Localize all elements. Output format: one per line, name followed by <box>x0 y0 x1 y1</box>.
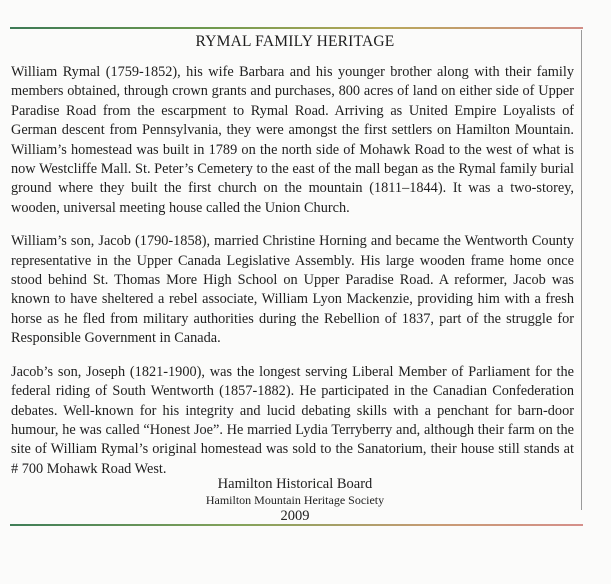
plaque-footer <box>0 476 590 525</box>
historical-board-name: Hamilton Historical Board <box>217 476 373 492</box>
paragraph-william: William Rymal (1759-1852), his wife Barbara and his younger brother along with their family members obtained, through crown grants and purchases, 800 acres of land on either side of Upper Paradise Road from the escarpment to Rymal Road. Arriving as United Empire Loyalists of German descent from Pennsylvania, they were amongst the first settlers on Hamilton Mountain. William’s homestead was built in 1789 on the north side of Mohawk Road to the west of what is now Westcliffe Mall. St. Peter’s Cemetery to the east of the mall began as the Rymal family burial ground where they built the first church on the mountain (1811–1844). It was a two-storey, wooden, universal meeting house called the Union Church. <box>11 64 574 216</box>
right-border-line <box>581 30 582 510</box>
top-divider <box>10 27 583 29</box>
paragraph-joseph: Jacob’s son, Joseph (1821-1900), was the longest serving Liberal Member of Parliament for the federal riding of South Wentworth (1857-1882). He participated in the Canadian Confederation debates. Well-known for his integrity and lucid debating skills with a penchant for barn-door humour, he was called “Honest Joe”. He married Lydia Terryberry and, although their farm on the site of William Rymal’s original homestead was sold to the Sanatorium, their house still stands at # 700 Mohawk Road West. <box>11 363 574 477</box>
plaque-title: RYMAL FAMILY HERITAGE <box>195 33 395 50</box>
plaque-body <box>11 63 574 493</box>
heritage-society-name: Hamilton Mountain Heritage Society <box>205 493 385 507</box>
plaque-year: 2009 <box>280 508 310 524</box>
bottom-divider <box>10 524 583 526</box>
paragraph-jacob: William’s son, Jacob (1790-1858), married Christine Horning and became the Wentworth County representative in the Upper Canada Legislative Assembly. His large wooden frame home once stood behind St. Thomas More High School on Upper Paradise Road. A reformer, Jacob was known to have sheltered a rebel associate, William Lyon Mackenzie, providing him with a fresh horse as he fled from military authorities during the Rebellion of 1837, part of the struggle for Responsible Government in Canada. <box>11 233 574 347</box>
